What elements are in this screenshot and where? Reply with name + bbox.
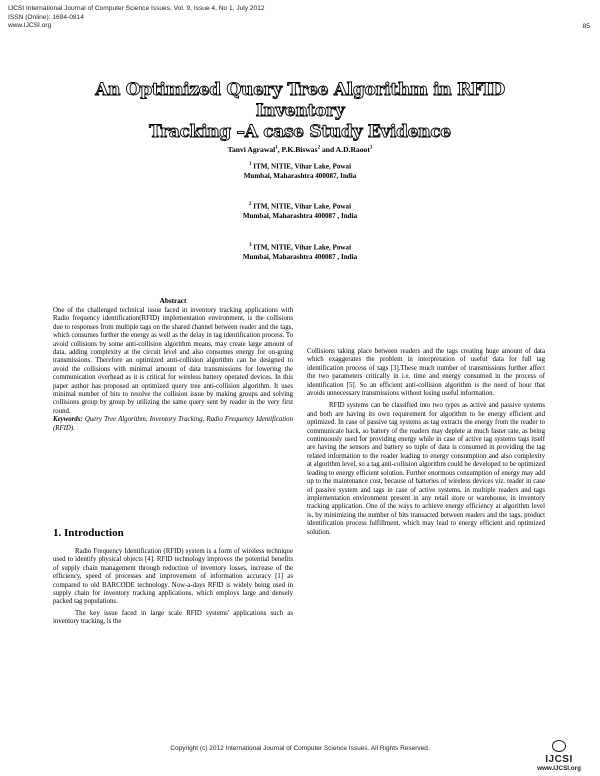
keywords: [53, 416, 293, 433]
ijcsi-logo: [532, 740, 586, 772]
author-3-sup: 3: [369, 145, 373, 151]
affiliation-line: ITM, NITIE, Vihar Lake, Powai: [251, 202, 352, 211]
affiliation-sup: 2: [248, 202, 252, 207]
author-3: and A.D.Raoot: [320, 145, 370, 154]
site-link[interactable]: www.IJCSI.org: [8, 22, 52, 30]
affiliation-sup: 3: [248, 243, 252, 248]
affiliation-3: [100, 241, 500, 262]
right-column: [307, 348, 545, 537]
affiliation-line: Mumbai, Maharashtra 400087, India: [243, 172, 357, 181]
footer-copyright: Copyright (c) 2012 International Journal of Computer Science Issues. All Rights Reserved.: [170, 745, 430, 752]
affiliation-line: Mumbai, Maharashtra 400087 , India: [242, 212, 358, 221]
affiliation-2: [100, 200, 500, 221]
author-2-sup: 2: [317, 145, 321, 151]
paper-title: [60, 80, 540, 143]
affiliation-line: ITM, NITIE, Vihar Lake, Powai: [251, 162, 352, 171]
abstract-text: One of the challenged technical issue faced in inventory tracking applications with Radio frequency identification(RFID) implementation environment, is the collisions due to responses from multiple tags on the shared channel between reader and the tags, which consumes further the energy as well as the delay in tag identification process. To avoid collisions by some anti-collision algorithm means, may create large amount of data, adding complexity at the circuit level and also consumes energy for on-going transmissions. Therefore an optimized anti-collision algorithm can be designed to avoid the collisions with minimal amount of data transmissions for lowering the communication overhead as it is critical for wireless battery operated devices. In this paper author has proposed an optimized query tree anti-collision algorithm. It uses minimal number of bits to resolve the collision issue by making groups and solving collisions group by group by utilizing the same query sent by reader in the very first round.: [53, 307, 293, 415]
page-number: 85: [582, 23, 590, 30]
title-line-2: Tracking –A case Study Evidence: [149, 122, 451, 142]
logo-mark: [532, 740, 586, 765]
affiliation-line: Mumbai, Maharashtra 400087 , India: [242, 253, 358, 262]
keywords-label: Keywords:: [53, 416, 83, 424]
keywords-text: Query Tree Algorithm, Inventory Tracking, Radio Frequency Identification (RFID).: [53, 416, 293, 432]
title-line-1: An Optimized Query Tree Algorithm in RFID Inventory: [95, 80, 505, 121]
affiliation-1: [100, 160, 500, 181]
right-paragraph-1: Collisions taking place between readers and the tags creating huge amount of data which exaggerates the problem in interpretation of useful data for full tag identification process of tags [3].These much number of transmissions further affect the two parameters critically in i.e. time and energy consumed in the process of identification [5]. So an efficient anti-collision algorithm is the need of hour that avoids unnecessary transmissions without losing useful information.: [307, 348, 545, 398]
section-heading-introduction: 1. Introduction: [53, 527, 124, 539]
intro-paragraph-1: Radio Frequency Identification (RFID) system is a form of wireless technique used to identify physical objects [4]. RFID technology improves the potential benefits of supply chain management through reduction of inventory losses, increase of the efficiency, speed of processes and improvement of information accuracy [1] as compared to old BARCODE technology. Now-a-days RFID is widely being used in supply chain for inventory tracking applications, which employs large and densely packed tag populations.: [53, 548, 293, 606]
right-paragraph-2: RFID systems can be classified into two types as active and passive systems and both are having its own requirement for algorithm to be energy efficient and optimized. In case of passive tag systems as tag extracts the energy from the reader to communicate back, so battery of the readers may deplete at much faster rate, as being continuously used for providing energy while in case of active tag systems tags itself are having the sensors and battery so tuple of data is consumed in providing the tag related information to the reader leading to energy consumption and also complexity at algorithm level, so a tag anti-collision algorithm could be developed to be optimized leading to energy efficient solution. Further enormous consumption of energy may add up to the maintenance cost, because of batteries of wireless devices viz. reader in case of passive system and tags in case of active systems, in multiple readers and tags implementation environment present in any retail store or warehouse, in inventory tracking application. One of the ways to achieve energy efficiency at algorithm level is, by minimizing the number of bits transacted between readers and the tags, product identification process fulfillment, which may lead to energy efficient and optimized solution.: [307, 402, 545, 536]
affiliation-line: ITM, NITIE, Vihar Lake, Powai: [251, 243, 352, 252]
author-2: , P.K.Biswas: [277, 145, 318, 154]
intro-paragraph-2: The key issue faced in large scale RFID systems' applications such as inventory tracking, is the: [53, 609, 293, 626]
author-1: Tanvi Agrawal: [227, 145, 276, 154]
logo-url[interactable]: www.IJCSI.org: [537, 765, 581, 772]
journal-header: [8, 5, 265, 31]
logo-ring-icon: [552, 740, 566, 752]
journal-line: IJCSI International Journal of Computer Science Issues, Vol. 9, Issue 4, No 1, July 2012: [8, 5, 265, 12]
author-1-sup: 1: [275, 145, 278, 151]
abstract-heading: Abstract: [159, 297, 187, 305]
abstract-block: [53, 307, 293, 433]
logo-text: IJCSI: [545, 754, 573, 765]
issn-line: ISSN (Online): 1694-0814: [8, 13, 84, 21]
author-list: [100, 145, 500, 154]
introduction-block: [53, 548, 293, 627]
affiliation-sup: 1: [248, 162, 252, 167]
